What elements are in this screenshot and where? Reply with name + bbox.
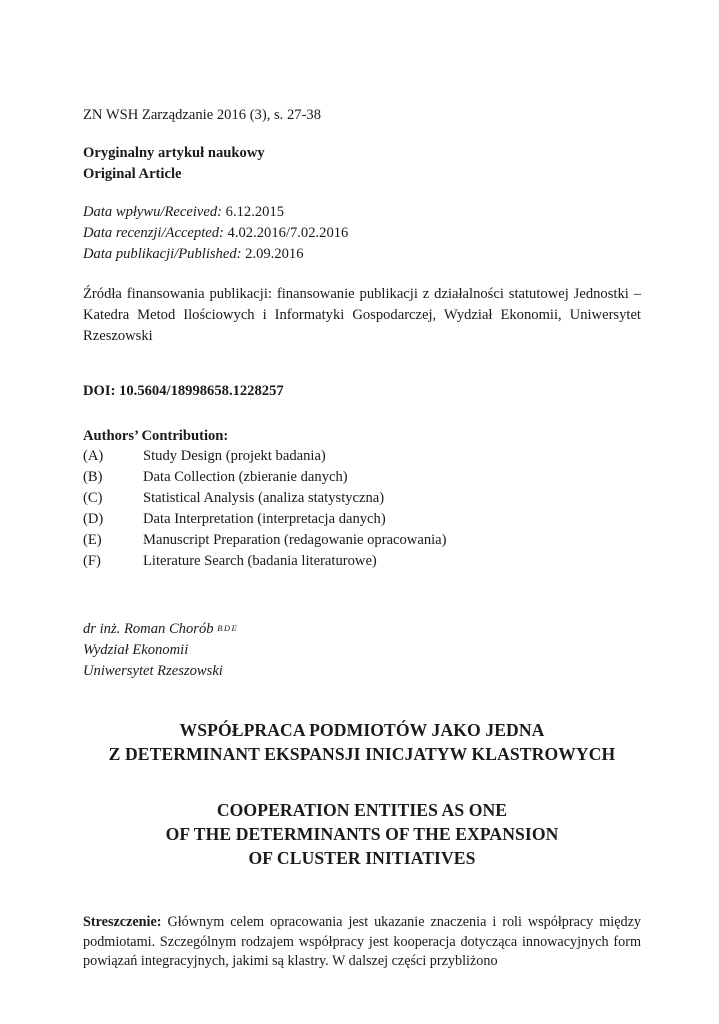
contribution-item bbox=[83, 446, 641, 467]
author-name bbox=[83, 619, 641, 640]
contribution-text: Literature Search (badania literaturowe) bbox=[143, 553, 377, 569]
date-label: Data publikacji/Published: bbox=[83, 246, 242, 262]
contribution-item bbox=[83, 530, 641, 551]
article-type-pl: Oryginalny artykuł naukowy bbox=[83, 145, 265, 161]
abstract bbox=[83, 913, 641, 972]
contribution-code: (E) bbox=[83, 532, 102, 548]
title-pl-line: WSPÓŁPRACA PODMIOTÓW JAKO JEDNA bbox=[179, 720, 545, 740]
date-accepted bbox=[83, 223, 641, 244]
date-label: Data recenzji/Accepted: bbox=[83, 225, 224, 241]
date-published bbox=[83, 244, 641, 265]
author-name-text: dr inż. Roman Chorób bbox=[83, 621, 214, 637]
contribution-item bbox=[83, 509, 641, 530]
title-english bbox=[73, 798, 651, 870]
date-value: 6.12.2015 bbox=[225, 204, 285, 220]
contribution-heading: Authors’ Contribution: bbox=[83, 428, 229, 444]
date-value: 4.02.2016/7.02.2016 bbox=[227, 225, 349, 241]
contribution-text: Manuscript Preparation (redagowanie opracowania) bbox=[143, 532, 447, 548]
contribution-item bbox=[83, 467, 641, 488]
author-roles: BDE bbox=[217, 623, 239, 633]
contribution-list bbox=[83, 446, 641, 572]
contribution-code: (B) bbox=[83, 469, 103, 485]
contribution-text: Data Collection (zbieranie danych) bbox=[143, 469, 348, 485]
contribution-text: Statistical Analysis (analiza statystyczna) bbox=[143, 490, 385, 506]
contribution-code: (C) bbox=[83, 490, 103, 506]
author-faculty: Wydział Ekonomii bbox=[83, 642, 189, 658]
journal-reference: ZN WSH Zarządzanie 2016 (3), s. 27-38 bbox=[83, 107, 322, 123]
abstract-text: Głównym celem opracowania jest ukazanie znaczenia i roli współpracy między podmiotami. Szczególnym rodzajem współpracy jest kooperacja dotycząca innowacyjnych form powiązań integracyjnych, jakimi są klastry. W dalszej części przybliżono bbox=[83, 914, 641, 969]
title-en-line: OF THE DETERMINANTS OF THE EXPANSION bbox=[165, 824, 559, 844]
title-en-line: COOPERATION ENTITIES AS ONE bbox=[216, 800, 508, 820]
date-label: Data wpływu/Received: bbox=[83, 204, 222, 220]
date-received bbox=[83, 202, 641, 223]
date-value: 2.09.2016 bbox=[245, 246, 304, 262]
contribution-code: (A) bbox=[83, 448, 104, 464]
funding-source: Źródła finansowania publikacji: finansowanie publikacji z działalności statutowej Jednostki – Katedra Metod Ilościowych i Informatyki Gospodarczej, Wydział Ekonomii, Uniwersytet Rzeszowski bbox=[83, 286, 641, 344]
article-type-en: Original Article bbox=[83, 166, 182, 182]
contribution-text: Study Design (projekt badania) bbox=[143, 448, 326, 464]
abstract-label: Streszczenie: bbox=[83, 914, 162, 930]
title-polish bbox=[73, 718, 651, 766]
contribution-item bbox=[83, 551, 641, 572]
contribution-item bbox=[83, 488, 641, 509]
contribution-code: (F) bbox=[83, 553, 101, 569]
title-en-line: OF CLUSTER INITIATIVES bbox=[248, 848, 476, 868]
contribution-code: (D) bbox=[83, 511, 104, 527]
author-university: Uniwersytet Rzeszowski bbox=[83, 663, 223, 679]
contribution-text: Data Interpretation (interpretacja danych) bbox=[143, 511, 386, 527]
title-pl-line: Z DETERMINANT EKSPANSJI INICJATYW KLASTROWYCH bbox=[108, 744, 616, 764]
doi: DOI: 10.5604/18998658.1228257 bbox=[83, 383, 284, 399]
